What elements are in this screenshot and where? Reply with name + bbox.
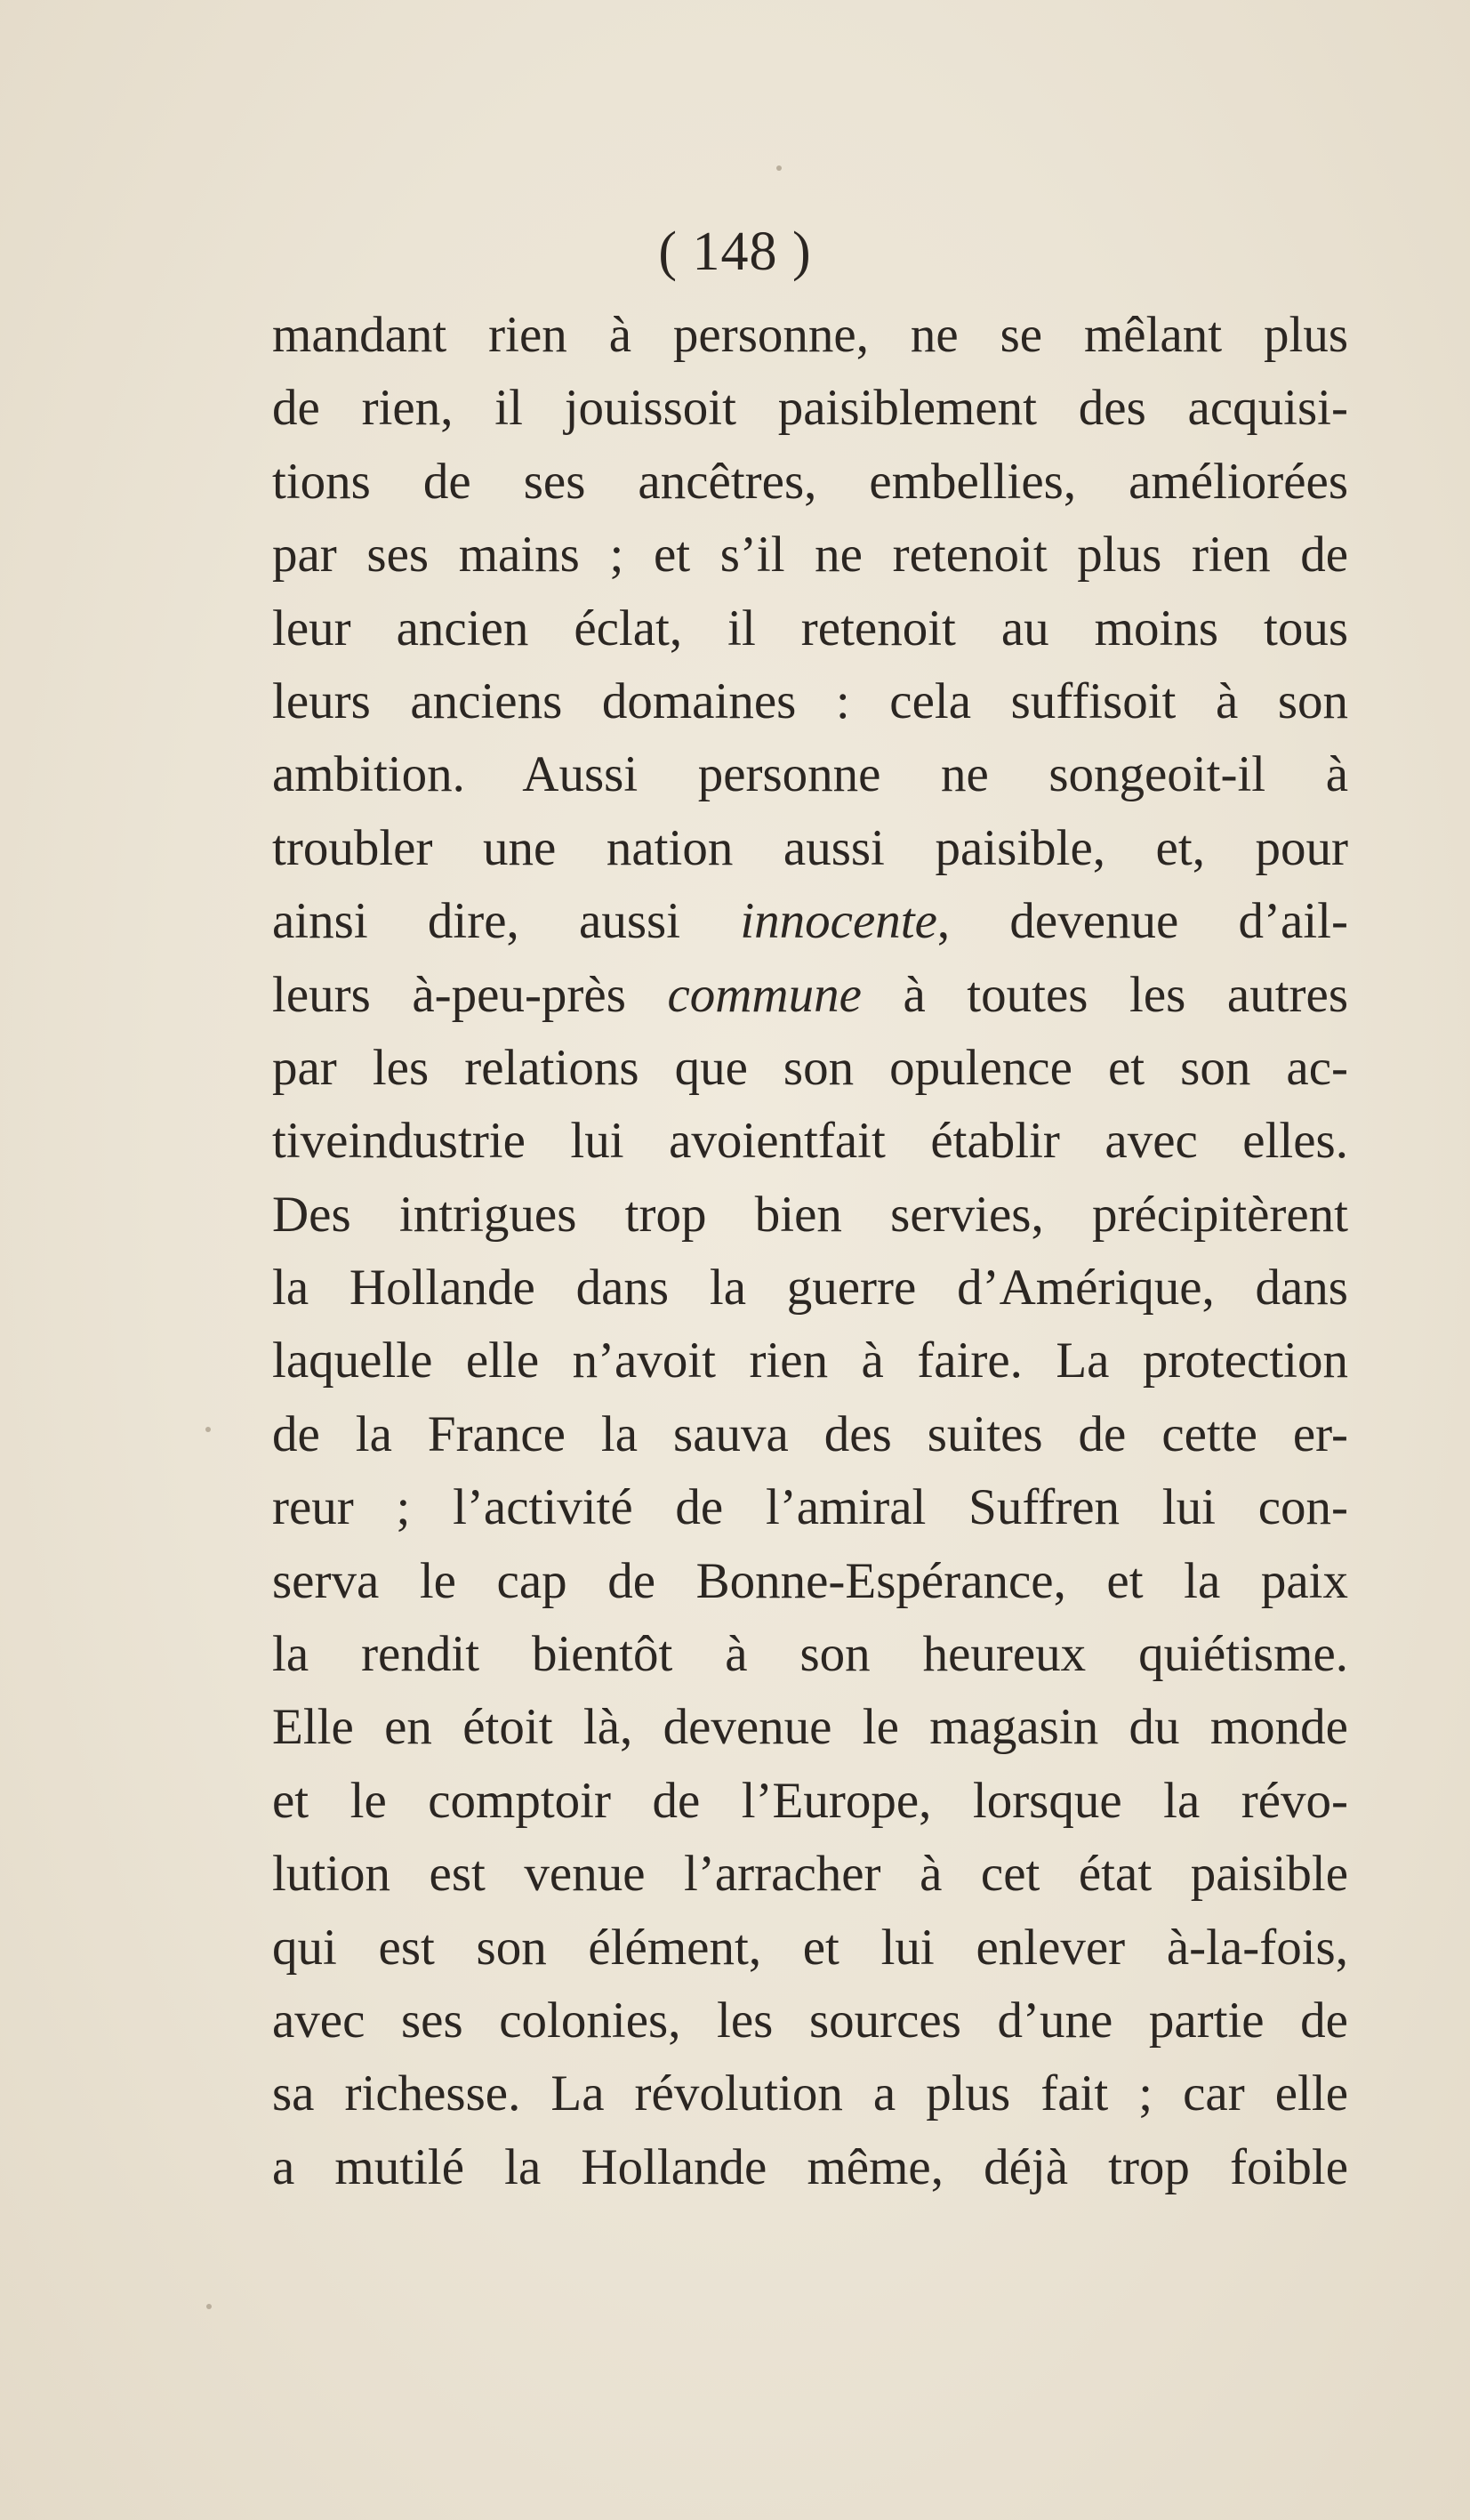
text-line xyxy=(272,959,1348,1032)
text-run: et le comptoir de l’Europe, lorsque la révo- xyxy=(272,1772,1348,1829)
text-line xyxy=(272,665,1348,738)
text-line xyxy=(272,1398,1348,1471)
text-line xyxy=(272,446,1348,519)
text-line xyxy=(272,1545,1348,1618)
text-run: avec ses colonies, les sources d’une partie de xyxy=(272,1992,1348,2049)
text-line xyxy=(272,2131,1348,2204)
text-run: qui est son élément, et lui enlever à-la-fois, xyxy=(272,1919,1348,1976)
text-line xyxy=(272,1105,1348,1178)
italic-text: innocente xyxy=(740,893,937,950)
text-line xyxy=(272,1252,1348,1324)
text-line xyxy=(272,885,1348,958)
text-run: à toutes les autres xyxy=(861,966,1349,1023)
text-line xyxy=(272,1179,1348,1252)
paper-speck xyxy=(205,1427,211,1432)
text-run: ambition. Aussi personne ne songeoit-il à xyxy=(272,746,1348,803)
text-line xyxy=(272,1324,1348,1397)
text-run: troubler une nation aussi paisible, et, pour xyxy=(272,819,1348,876)
text-line xyxy=(272,738,1348,811)
text-line xyxy=(272,519,1348,592)
text-run: la rendit bientôt à son heureux quiétisme. xyxy=(272,1626,1348,1683)
text-line xyxy=(272,812,1348,885)
text-line xyxy=(272,1912,1348,1985)
text-line xyxy=(272,1471,1348,1544)
text-run: par les relations que son opulence et son ac- xyxy=(272,1039,1348,1096)
text-run: leur ancien éclat, il retenoit au moins tous xyxy=(272,600,1348,656)
text-run: de la France la sauva des suites de cette er- xyxy=(272,1405,1348,1462)
text-run: laquelle elle n’avoit rien à faire. La protection xyxy=(272,1332,1348,1389)
text-run: lution est venue l’arracher à cet état paisible xyxy=(272,1846,1348,1903)
text-line xyxy=(272,299,1348,372)
text-run: Elle en étoit là, devenue le magasin du monde xyxy=(272,1699,1348,1756)
text-line xyxy=(272,1838,1348,1911)
text-line xyxy=(272,592,1348,665)
text-run: tiveindustrie lui avoientfait établir avec elles. xyxy=(272,1113,1348,1170)
text-line xyxy=(272,1985,1348,2057)
page-number: ( 148 ) xyxy=(658,221,812,282)
text-run: de rien, il jouissoit paisiblement des acquisi- xyxy=(272,380,1348,437)
text-line xyxy=(272,1032,1348,1105)
text-run: la Hollande dans la guerre d’Amérique, dans xyxy=(272,1260,1348,1316)
paper-speck xyxy=(206,2304,212,2309)
text-run: serva le cap de Bonne-Espérance, et la paix xyxy=(272,1552,1348,1609)
text-run: par ses mains ; et s’il ne retenoit plus rien de xyxy=(272,527,1348,584)
text-run: Des intrigues trop bien servies, précipitèrent xyxy=(272,1186,1348,1243)
text-run: sa richesse. La révolution a plus fait ; car elle xyxy=(272,2065,1348,2122)
text-line xyxy=(272,1618,1348,1691)
text-run: mandant rien à personne, ne se mêlant plus xyxy=(272,307,1348,363)
body-text xyxy=(272,299,1348,2204)
text-run: leurs à-peu-près xyxy=(272,966,668,1023)
text-line xyxy=(272,372,1348,445)
italic-text: commune xyxy=(667,966,862,1023)
text-run: , devenue d’ail- xyxy=(936,893,1348,950)
text-run: ainsi dire, aussi xyxy=(272,893,741,950)
paper-speck xyxy=(776,165,782,171)
text-line xyxy=(272,2057,1348,2130)
text-run: tions de ses ancêtres, embellies, améliorées xyxy=(272,453,1348,510)
text-line xyxy=(272,1765,1348,1838)
text-run: leurs anciens domaines : cela suffisoit à son xyxy=(272,672,1348,729)
text-line xyxy=(272,1691,1348,1764)
text-run: reur ; l’activité de l’amiral Suffren lui con- xyxy=(272,1479,1348,1536)
text-run: a mutilé la Hollande même, déjà trop foible xyxy=(272,2138,1348,2195)
